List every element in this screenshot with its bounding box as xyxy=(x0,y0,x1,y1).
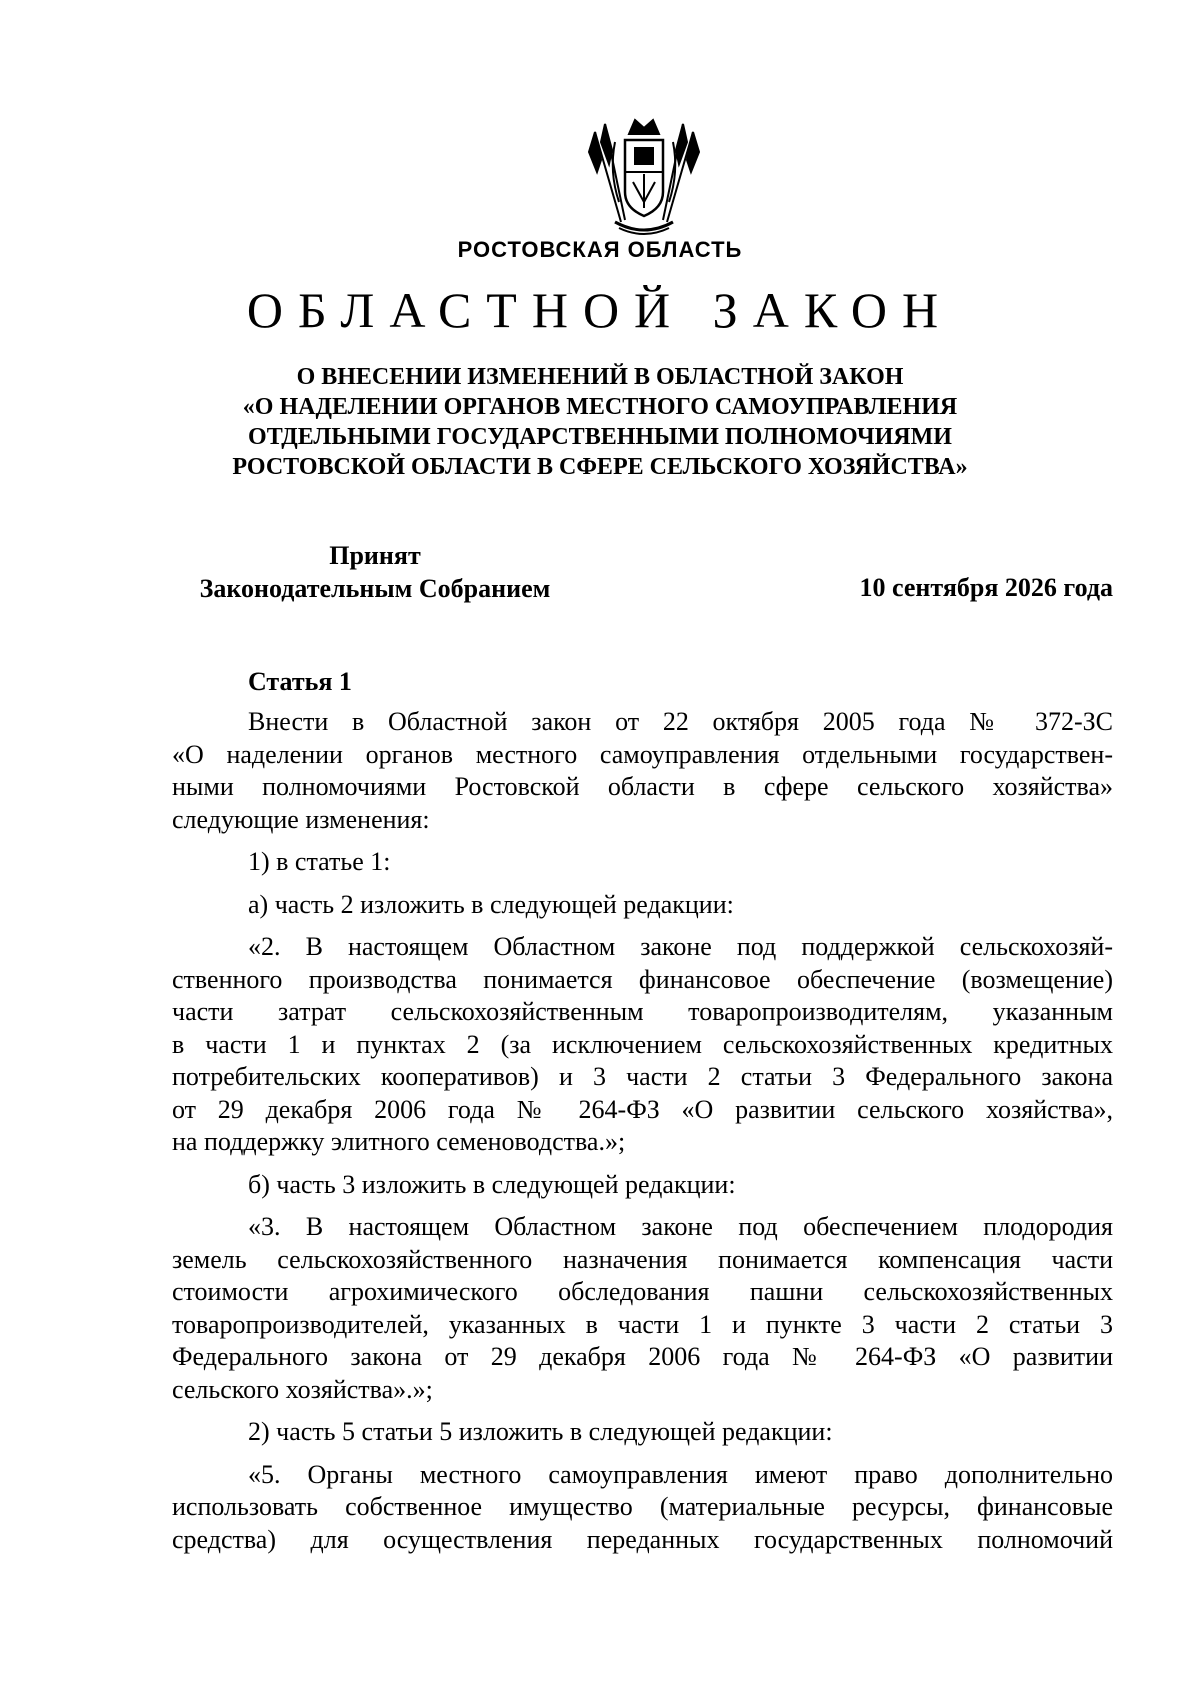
text-line: «2. В настоящем Областном законе под поддержкой сельскохозяй- xyxy=(248,932,1113,961)
text-line: сельского хозяйства».»; xyxy=(172,1374,433,1404)
coat-of-arms-emblem xyxy=(585,112,703,240)
heading-line: «О НАДЕЛЕНИИ ОРГАНОВ МЕСТНОГО САМОУПРАВЛЕНИЯ xyxy=(242,394,958,420)
text-line: следующие изменения: xyxy=(172,804,430,834)
text-line: использовать собственное имущество (материальные ресурсы, финансовые xyxy=(172,1492,1113,1521)
adoption-block xyxy=(175,539,575,605)
text-line: 2) часть 5 статьи 5 изложить в следующей редакции: xyxy=(248,1417,833,1446)
text-line: 1) в статье 1: xyxy=(248,847,391,876)
text-line: ными полномочиями Ростовской области в сфере сельского хозяйства» xyxy=(172,772,1113,801)
text-line: от 29 декабря 2006 года № 264-ФЗ «О развитии сельского хозяйства», xyxy=(172,1094,1113,1124)
text-line: ственного производства понимается финансовое обеспечение (возмещение) xyxy=(172,964,1113,994)
region-name: РОСТОВСКАЯ ОБЛАСТЬ xyxy=(457,237,743,262)
text-line: б) часть 3 изложить в следующей редакции: xyxy=(248,1169,736,1199)
text-line: Внести в Областной закон от 22 октября 2005 года № 372-ЗС xyxy=(248,707,1113,736)
text-line: земель сельскохозяйственного назначения понимается компенсация части xyxy=(172,1244,1113,1274)
text-line: «3. В настоящем Областном законе под обеспечением плодородия xyxy=(248,1212,1113,1241)
heading-line: ОТДЕЛЬНЫМИ ГОСУДАРСТВЕННЫМИ ПОЛНОМОЧИЯМИ xyxy=(248,424,952,450)
text-line: потребительских кооперативов) и 3 части 2 статьи 3 Федерального закона xyxy=(172,1062,1113,1091)
article-title: Статья 1 xyxy=(248,667,352,696)
text-line: части затрат сельскохозяйственным товаропроизводителям, указанным xyxy=(172,997,1113,1026)
heading-line: РОСТОВСКОЙ ОБЛАСТИ В СФЕРЕ СЕЛЬСКОГО ХОЗЯЙСТВА» xyxy=(232,454,968,480)
adopted-label: Принят xyxy=(329,541,421,570)
text-line: товаропроизводителей, указанных в части 1 и пункте 3 части 2 статьи 3 xyxy=(172,1309,1113,1339)
adoption-date: 10 сентября 2026 года xyxy=(859,573,1113,602)
text-line: в части 1 и пунктах 2 (за исключением сельскохозяйственных кредитных xyxy=(172,1029,1113,1059)
text-line: Федерального закона от 29 декабря 2006 года № 264-ФЗ «О развитии xyxy=(172,1342,1113,1371)
text-line: «О наделении органов местного самоуправления отдельными государствен- xyxy=(172,739,1113,769)
text-line: а) часть 2 изложить в следующей редакции: xyxy=(248,889,734,919)
text-line: «5. Органы местного самоуправления имеют право дополнительно xyxy=(248,1459,1113,1489)
law-heading xyxy=(0,362,1200,482)
article-body xyxy=(172,706,1113,1556)
text-line: на поддержку элитного семеноводства.»; xyxy=(172,1127,626,1156)
law-title: ОБЛАСТНОЙ ЗАКОН xyxy=(246,282,954,338)
text-line: средства) для осуществления переданных государственных полномочий xyxy=(172,1524,1113,1554)
text-line: стоимости агрохимического обследования пашни сельскохозяйственных xyxy=(172,1277,1113,1306)
heading-line: О ВНЕСЕНИИ ИЗМЕНЕНИЙ В ОБЛАСТНОЙ ЗАКОН xyxy=(296,364,904,390)
adopted-body: Законодательным Собранием xyxy=(199,574,551,603)
